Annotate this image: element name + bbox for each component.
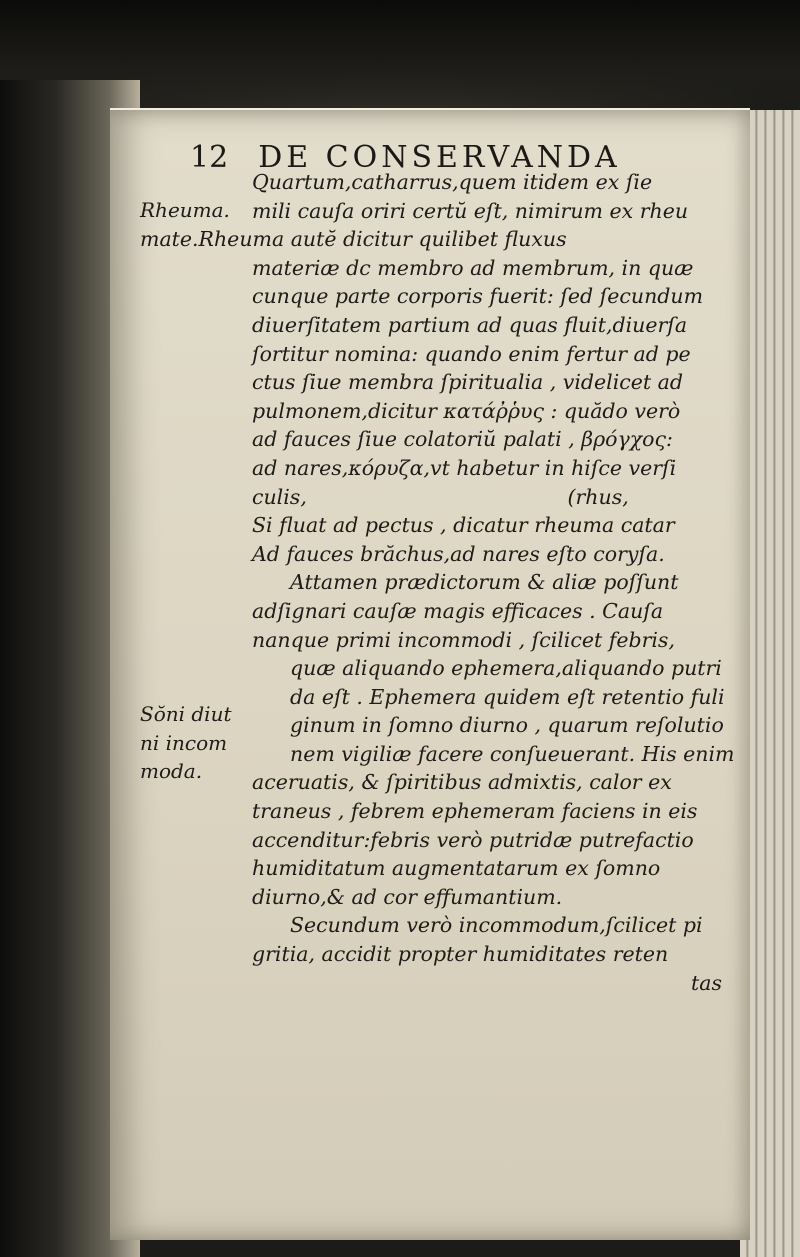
text-line: nanque primi incommodi , ſcilicet febris,: [252, 627, 675, 652]
text-line: Attamen prædictorum & aliæ poſſunt: [290, 570, 679, 595]
text-line: pulmonem,dicitur κατάῤῥυς : quădo verò: [252, 398, 681, 423]
margin-note-line: moda.: [140, 759, 203, 784]
text-line: quæ aliquando ephemera,aliquando putri: [290, 656, 722, 681]
text-line: mili cauſa oriri certŭ eſt, nimirum ex rheu: [252, 198, 689, 223]
text-line: materiæ dc membro ad membrum, in quæ: [252, 255, 694, 280]
text-line: ad fauces ſiue colatoriŭ palati , βρόγχος:: [252, 427, 673, 452]
text-line: Secundum verò incommodum,ſcilicet pi: [290, 913, 703, 938]
text-line: diuerſitatem partium ad quas fluit,diuerſa: [252, 312, 688, 337]
margin-note-somni: [140, 700, 232, 786]
text-line: cunque parte corporis fuerit: ſed ſecundum: [252, 284, 704, 309]
margin-note-line: Sŏni diut: [140, 702, 232, 726]
text-line: ginum in ſomno diurno , quarum reſolutio: [290, 713, 724, 738]
text-line: Si fluat ad pectus , dicatur rheuma catar: [252, 513, 675, 538]
text-line: ad nares,κόρυζα,vt habetur in hiſce verſi: [252, 455, 677, 480]
text-line: aceruatis, & ſpiritibus admixtis, calor ex: [252, 770, 672, 795]
text-line: Quartum,catharrus,quem itidem ex ſie: [252, 170, 653, 194]
text-line: humiditatum augmentatarum ex ſomno: [252, 856, 661, 881]
text-line: diurno,& ad cor effumantium.: [252, 884, 563, 909]
text-line: mate.Rheuma autĕ dicitur quilibet fluxus: [140, 227, 567, 252]
page-number: 12: [190, 140, 229, 175]
text-line: culis, (rhus,: [252, 484, 629, 509]
text-line: ſortitur nomina: quando enim fertur ad pe: [252, 341, 691, 366]
running-title: DE CONSERVANDA: [258, 140, 621, 175]
text-line: Ad fauces brăchus,ad nares eſto coryſa.: [252, 541, 665, 566]
catchword: tas: [691, 970, 722, 995]
text-line: traneus , febrem ephemeram faciens in eis: [252, 799, 698, 824]
text-line: da eſt . Ephemera quidem eſt retentio fuli: [290, 684, 725, 709]
text-line: ctus ſiue membra ſpiritualia , videlicet ad: [252, 370, 684, 395]
text-line: adſignari cauſæ magis efficaces . Cauſa: [252, 598, 664, 623]
text-line: nem vigiliæ facere conſueuerant. His enim: [290, 741, 735, 766]
margin-note-line: ni incom: [140, 730, 228, 755]
text-line: accenditur:febris verò putridæ putrefactio: [252, 827, 694, 852]
margin-note-rheuma: Rheuma.: [140, 198, 230, 222]
text-line: gritia, accidit propter humiditates reten: [252, 942, 669, 967]
